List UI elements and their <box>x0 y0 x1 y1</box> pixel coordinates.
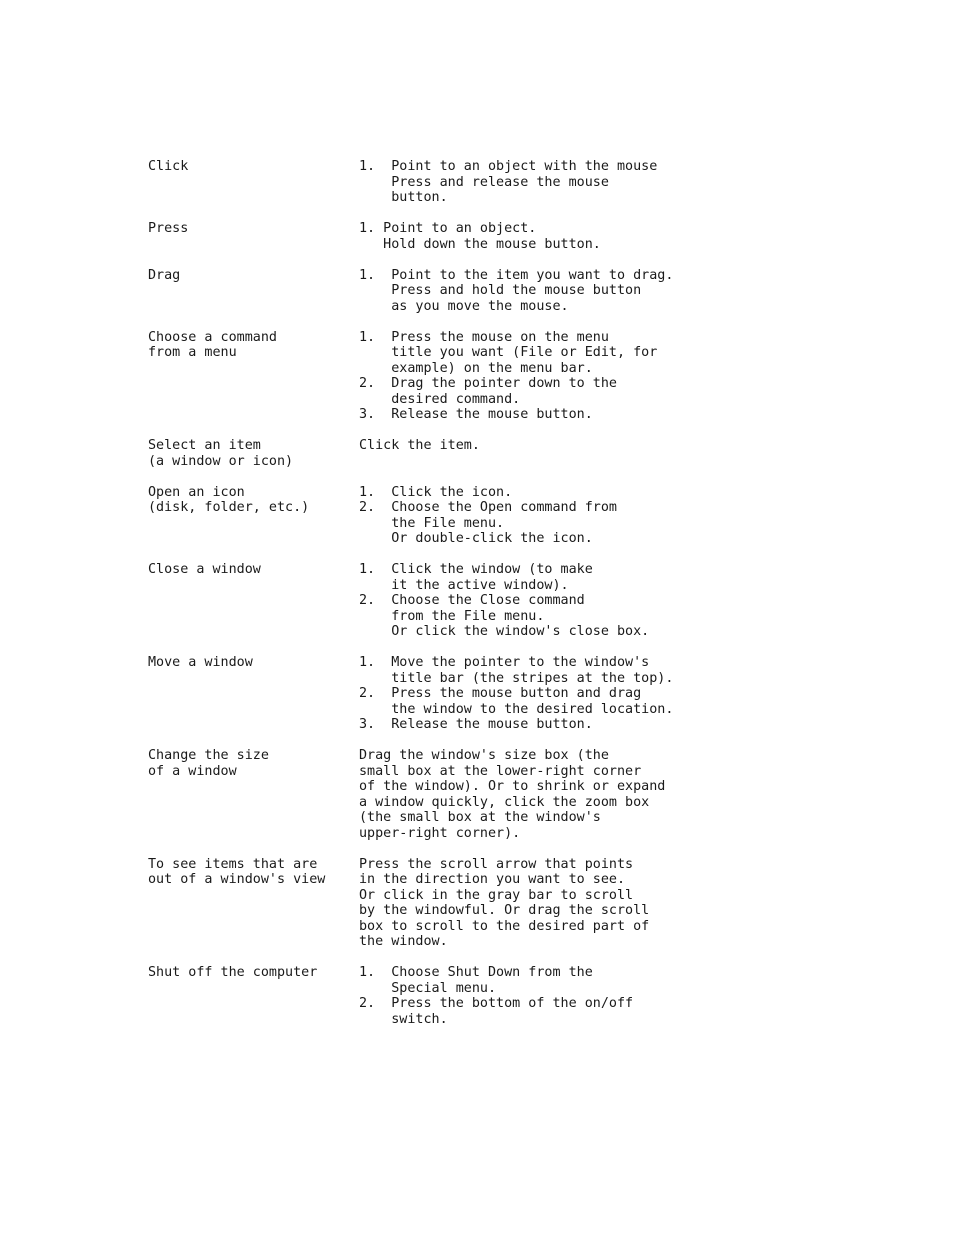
instruction-line: a window quickly, click the zoom box <box>359 794 650 810</box>
instruction-line: the window to the desired location. <box>359 701 674 717</box>
instruction-line: the File menu. <box>359 515 505 531</box>
instruction-line: Press and release the mouse <box>359 174 609 190</box>
table-row <box>148 655 848 733</box>
term-line: (a window or icon) <box>148 453 294 469</box>
instruction-line: 2. Choose the Open command from <box>359 500 617 515</box>
instruction-line: Special menu. <box>359 980 497 996</box>
action-instructions <box>359 748 848 841</box>
term-line: Press <box>148 221 189 236</box>
instruction-line: 1. Point to an object. <box>359 221 537 236</box>
instruction-line: by the windowful. Or drag the scroll <box>359 903 650 918</box>
instruction-line: (the small box at the window's <box>359 810 601 825</box>
table-row <box>148 221 848 252</box>
instruction-line: 1. Press the mouse on the menu <box>359 329 609 345</box>
action-term <box>148 159 359 206</box>
term-line: from a menu <box>148 345 237 360</box>
instruction-line: from the File menu. <box>359 608 545 624</box>
term-line: Choose a command <box>148 329 277 345</box>
instruction-line: box to scroll to the desired part of <box>359 918 650 934</box>
table-row <box>148 485 848 547</box>
instruction-line: 1. Click the window (to make <box>359 562 593 577</box>
action-term <box>148 562 359 640</box>
term-line: Select an item <box>148 438 261 453</box>
action-term <box>148 748 359 841</box>
instruction-line: 1. Move the pointer to the window's <box>359 655 650 670</box>
instruction-line: Or double-click the icon. <box>359 531 593 546</box>
term-line: of a window <box>148 763 237 779</box>
action-instructions <box>359 221 848 252</box>
table-row <box>148 268 848 315</box>
term-line: Open an icon <box>148 484 245 500</box>
instruction-line: upper-right corner). <box>359 825 521 841</box>
instruction-line: of the window). Or to shrink or expand <box>359 779 666 794</box>
instruction-line: Click the item. <box>359 438 480 453</box>
action-instructions <box>359 268 848 315</box>
instruction-line: 2. Press the mouse button and drag <box>359 686 642 701</box>
action-term <box>148 965 359 1027</box>
action-instructions <box>359 965 848 1027</box>
instruction-line: small box at the lower-right corner <box>359 763 642 779</box>
action-term <box>148 485 359 547</box>
instruction-line: as you move the mouse. <box>359 298 569 314</box>
instruction-line: 2. Drag the pointer down to the <box>359 376 617 391</box>
instruction-line: in the direction you want to see. <box>359 872 626 887</box>
action-instructions <box>359 438 848 469</box>
term-line: out of a window's view <box>148 872 326 887</box>
table-row <box>148 438 848 469</box>
term-line: (disk, folder, etc.) <box>148 500 310 515</box>
action-term <box>148 438 359 469</box>
instruction-line: 1. Choose Shut Down from the <box>359 965 593 980</box>
instruction-line: Press and hold the mouse button <box>359 283 642 298</box>
table-row <box>148 857 848 950</box>
instruction-line: 1. Point to the item you want to drag. <box>359 267 674 283</box>
action-term <box>148 655 359 733</box>
action-instructions <box>359 655 848 733</box>
action-term <box>148 330 359 423</box>
action-instructions <box>359 159 848 206</box>
term-line: Shut off the computer <box>148 965 318 980</box>
action-term <box>148 857 359 950</box>
term-line: Drag <box>148 267 181 283</box>
instruction-line: the window. <box>359 934 448 949</box>
instruction-line: 1. Point to an object with the mouse <box>359 159 658 174</box>
instruction-line: example) on the menu bar. <box>359 360 593 376</box>
instruction-line: title bar (the stripes at the top). <box>359 670 674 686</box>
instruction-line: 2. Press the bottom of the on/off <box>359 996 634 1011</box>
term-line: Close a window <box>148 562 261 577</box>
action-term <box>148 221 359 252</box>
instruction-line: Or click the window's close box. <box>359 624 650 639</box>
instruction-line: 1. Click the icon. <box>359 484 513 500</box>
instruction-line: Drag the window's size box (the <box>359 748 609 763</box>
action-instructions <box>359 562 848 640</box>
mouse-techniques-table <box>148 159 848 1043</box>
instruction-line: 2. Choose the Close command <box>359 593 585 608</box>
action-instructions <box>359 485 848 547</box>
instruction-line: button. <box>359 190 448 205</box>
table-row <box>148 562 848 640</box>
instruction-line: title you want (File or Edit, for <box>359 345 658 360</box>
instruction-line: 3. Release the mouse button. <box>359 717 593 732</box>
table-row <box>148 965 848 1027</box>
instruction-line: switch. <box>359 1011 448 1027</box>
table-row <box>148 159 848 206</box>
instruction-line: desired command. <box>359 391 521 407</box>
instruction-line: Hold down the mouse button. <box>359 236 601 252</box>
action-term <box>148 268 359 315</box>
instruction-line: Press the scroll arrow that points <box>359 856 634 872</box>
term-line: Change the size <box>148 748 269 763</box>
term-line: Move a window <box>148 655 253 670</box>
action-instructions <box>359 330 848 423</box>
instruction-line: it the active window). <box>359 577 569 593</box>
term-line: To see items that are <box>148 856 318 872</box>
table-row <box>148 330 848 423</box>
action-instructions <box>359 857 848 950</box>
term-line: Click <box>148 159 189 174</box>
table-row <box>148 748 848 841</box>
instruction-line: Or click in the gray bar to scroll <box>359 887 634 903</box>
instruction-line: 3. Release the mouse button. <box>359 407 593 422</box>
